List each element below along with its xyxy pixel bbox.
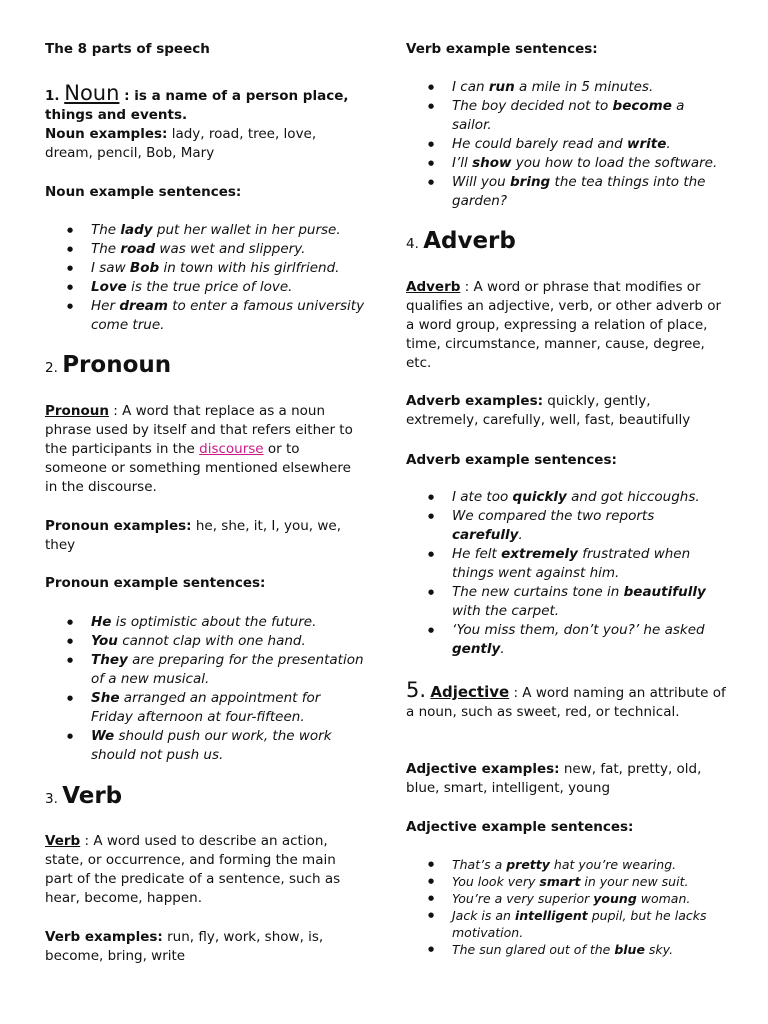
list-item: ● I ate too quickly and got hiccoughs.	[452, 488, 726, 507]
noun-examples-list: lady, road, tree, love, dream, pencil, Bob, Mary	[45, 126, 317, 161]
discourse-link[interactable]: discourse	[199, 441, 264, 457]
list-item: ● He is optimistic about the future.	[91, 613, 365, 632]
noun-definition-text: : is a name of a person place, things and events.	[45, 88, 349, 123]
adverb-number: 4.	[406, 236, 419, 252]
adverb-heading-row	[406, 228, 726, 254]
adverb-sentences-label: Adverb example sentences:	[406, 452, 617, 468]
pronoun-heading-row	[45, 352, 365, 378]
noun-examples-label: Noun examples:	[45, 126, 168, 142]
list-item: ● The sun glared out of the blue sky.	[452, 941, 726, 958]
list-item: ● ‘You miss them, don’t you?’ he asked gently.	[452, 621, 726, 659]
list-item: ● The boy decided not to become a sailor.	[452, 97, 726, 135]
pronoun-heading: Pronoun	[62, 352, 172, 378]
list-item: ● They are preparing for the presentation of a new musical.	[91, 651, 365, 689]
noun-heading: Noun	[64, 81, 120, 105]
pronoun-sentences-label: Pronoun example sentences:	[45, 575, 266, 591]
pronoun-term: Pronoun	[45, 403, 109, 419]
list-item: ● You cannot clap with one hand.	[91, 632, 365, 651]
adjective-sentences-label: Adjective example sentences:	[406, 819, 634, 835]
list-item: ● He could barely read and write.	[452, 135, 726, 154]
verb-sentences-list	[406, 78, 726, 211]
list-item: ● Jack is an intelligent pupil, but he lacks motivation.	[452, 907, 726, 941]
list-item: ● Will you bring the tea things into the garden?	[452, 173, 726, 211]
list-item: ● The new curtains tone in beautifully with the carpet.	[452, 583, 726, 621]
list-item: ● You look very smart in your new suit.	[452, 873, 726, 890]
list-item: ● Her dream to enter a famous university come true.	[91, 297, 365, 335]
verb-heading-row	[45, 783, 365, 809]
list-item: ● I can run a mile in 5 minutes.	[452, 78, 726, 97]
noun-definition	[45, 81, 365, 125]
list-item: ● That’s a pretty hat you’re wearing.	[452, 856, 726, 873]
verb-examples: Verb examples: run, fly, work, show, is, become, bring, write	[45, 929, 324, 964]
list-item: ● The lady put her wallet in her purse.	[91, 221, 365, 240]
adverb-definition: Adverb : A word or phrase that modifies or qualifies an adjective, verb, or other adverb or a word group, expressing a relation of place, time, circumstance, manner, cause, degree, etc.	[406, 279, 722, 371]
adverb-examples: Adverb examples: quickly, gently, extremely, carefully, well, fast, beautifully	[406, 393, 691, 428]
verb-heading: Verb	[62, 783, 123, 809]
pronoun-definition: Pronoun : A word that replace as a noun phrase used by itself and that refers either to the participants in the discourse or to someone or something mentioned elsewhere in the discourse.	[45, 403, 353, 495]
adverb-sentences-list	[406, 488, 726, 659]
noun-sentences-label: Noun example sentences:	[45, 184, 242, 200]
list-item: ● We should push our work, the work should not push us.	[91, 727, 365, 765]
pronoun-examples: Pronoun examples: he, she, it, I, you, we, they	[45, 518, 341, 553]
list-item: ● I’ll show you how to load the software.	[452, 154, 726, 173]
verb-sentences-label: Verb example sentences:	[406, 41, 598, 57]
verb-term: Verb	[45, 833, 81, 849]
noun-examples	[45, 125, 365, 163]
list-item: ● She arranged an appointment for Friday afternoon at four-fifteen.	[91, 689, 365, 727]
adverb-heading: Adverb	[423, 228, 516, 254]
adjective-examples: Adjective examples: new, fat, pretty, old, blue, smart, intelligent, young	[406, 761, 702, 796]
verb-number: 3.	[45, 791, 58, 807]
noun-sentences-list	[45, 221, 365, 335]
list-item: ● Love is the true price of love.	[91, 278, 365, 297]
adjective-sentences-list	[406, 856, 726, 958]
pronoun-sentences-list	[45, 613, 365, 765]
adjective-definition: 5. Adjective : A word naming an attribute of a noun, such as sweet, red, or technical.	[406, 678, 726, 720]
list-item: ● I saw Bob in town with his girlfriend.	[91, 259, 365, 278]
adjective-term: Adjective	[430, 683, 510, 701]
list-item: ● You’re a very superior young woman.	[452, 890, 726, 907]
list-item: ● He felt extremely frustrated when things went against him.	[452, 545, 726, 583]
noun-number: 1.	[45, 88, 60, 104]
adjective-number: 5.	[406, 678, 427, 702]
page-title: The 8 parts of speech	[45, 41, 210, 57]
list-item: ● The road was wet and slippery.	[91, 240, 365, 259]
verb-definition: Verb : A word used to describe an action, state, or occurrence, and forming the main part of the predicate of a sentence, such as hear, become, happen.	[45, 833, 341, 906]
pronoun-number: 2.	[45, 360, 58, 376]
list-item: ● We compared the two reports carefully.	[452, 507, 726, 545]
adverb-term: Adverb	[406, 279, 461, 295]
